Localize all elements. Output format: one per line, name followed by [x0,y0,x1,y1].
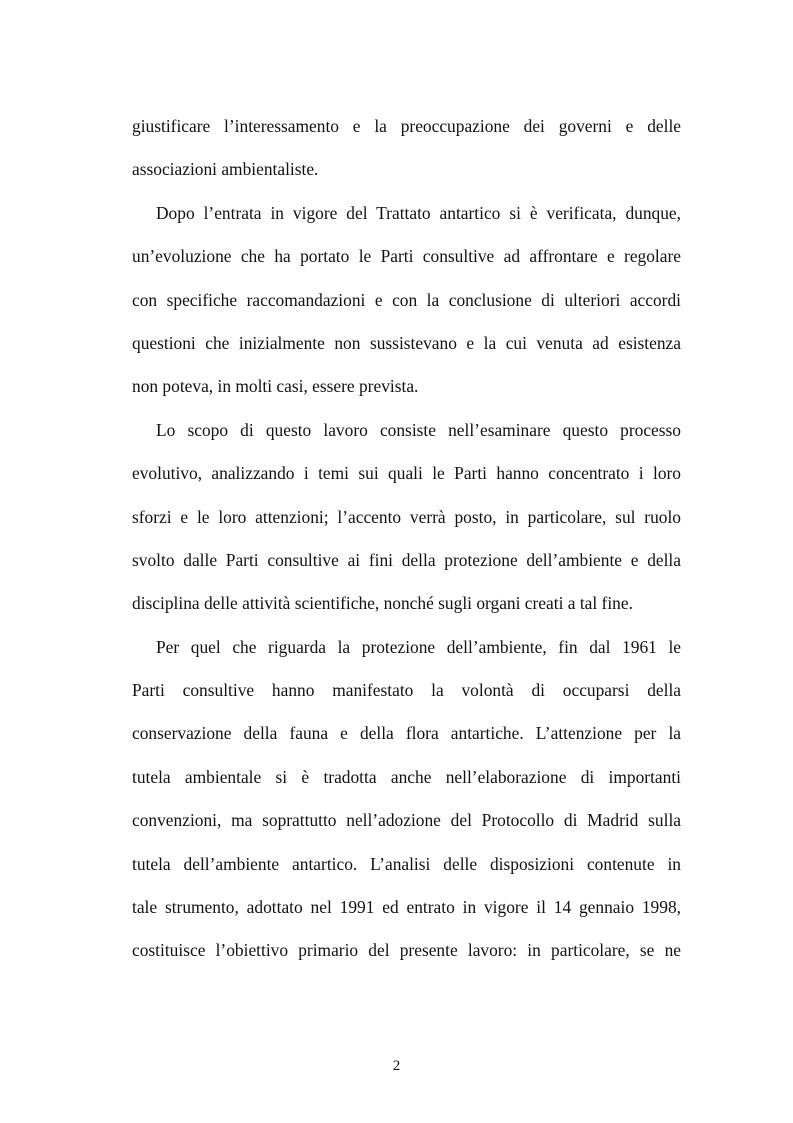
page-number: 2 [392,1058,401,1074]
text-line: convenzioni, ma soprattutto nell’adozione del Protocollo di Madrid sulla [132,810,681,831]
text-line: Parti consultive hanno manifestato la volontà di occuparsi della [132,680,681,701]
text-line: non poteva, in molti casi, essere prevista. [132,376,419,397]
paragraph [132,108,681,195]
text-line: Dopo l’entrata in vigore del Trattato antartico si è verificata, dunque, [156,202,681,223]
text-line: questioni che inizialmente non sussistevano e la cui venuta ad esistenza [132,332,681,353]
text-line: sforzi e le loro attenzioni; l’accento verrà posto, in particolare, sul ruolo [132,506,681,527]
text-line: tutela dell’ambiente antartico. L’analisi delle disposizioni contenute in [132,853,681,874]
text-line: costituisce l’obiettivo primario del presente lavoro: in particolare, se ne [132,940,681,961]
text-line: Lo scopo di questo lavoro consiste nell’esaminare questo processo [156,419,681,440]
paragraph [132,195,681,412]
text-line: associazioni ambientaliste. [132,159,319,180]
text-line: tutela ambientale si è tradotta anche nell’elaborazione di importanti [132,766,681,787]
text-line: disciplina delle attività scientifiche, nonché sugli organi creati a tal fine. [132,593,633,614]
text-line: con specifiche raccomandazioni e con la conclusione di ulteriori accordi [132,289,681,310]
text-line: un’evoluzione che ha portato le Parti consultive ad affrontare e regolare [132,246,681,267]
body-text [132,108,681,976]
text-line: svolto dalle Parti consultive ai fini della protezione dell’ambiente e della [132,549,681,570]
paragraph [132,629,681,976]
text-line: giustificare l’interessamento e la preoccupazione dei governi e delle [132,116,681,136]
text-line: tale strumento, adottato nel 1991 ed entrato in vigore il 14 gennaio 1998, [132,897,681,918]
text-line: evolutivo, analizzando i temi sui quali le Parti hanno concentrato i loro [132,463,681,484]
text-line: conservazione della fauna e della flora antartiche. L’attenzione per la [132,723,681,744]
paragraph [132,412,681,629]
text-line: Per quel che riguarda la protezione dell’ambiente, fin dal 1961 le [156,636,681,657]
